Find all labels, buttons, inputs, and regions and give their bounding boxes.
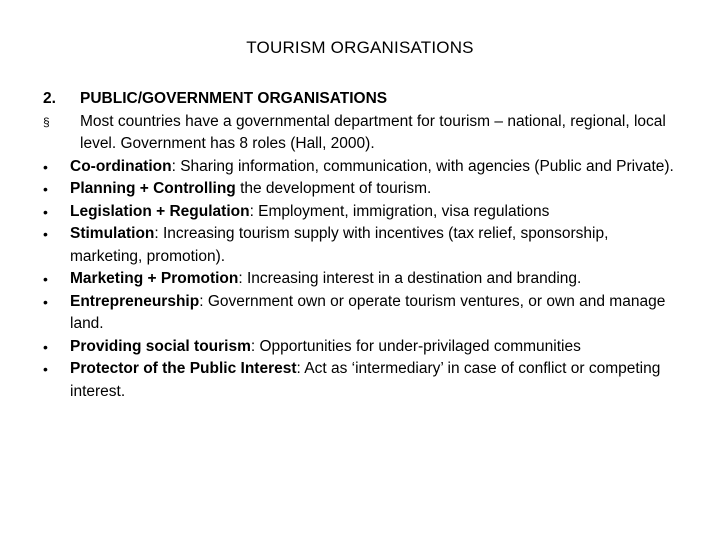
list-item-text — [70, 178, 683, 201]
slide-body — [43, 88, 683, 403]
role-term: Planning + Controlling — [70, 180, 236, 197]
list-item-text — [70, 268, 683, 291]
intro-row — [43, 111, 683, 156]
role-term: Marketing + Promotion — [70, 270, 239, 287]
list-item-text — [70, 201, 683, 224]
list-item-text — [70, 291, 683, 336]
bullet-icon: • — [43, 361, 48, 377]
role-description: : Sharing information, communication, with agencies (Public and Private). — [171, 157, 674, 175]
role-term: Protector of the Public Interest — [70, 360, 297, 377]
list-item-co-ordination — [43, 156, 683, 179]
role-term: Providing social tourism — [70, 337, 251, 355]
list-item-public-interest — [43, 358, 683, 403]
role-description: : Increasing tourism supply with incentives (tax relief, sponsorship, marketing, promotion). — [70, 225, 609, 265]
intro-text: Most countries have a governmental department for tourism – national, regional, local level. Government has 8 roles (Hall, 2000). — [80, 112, 666, 152]
role-description: : Opportunities for under-privilaged communities — [250, 337, 581, 355]
bullet-icon: • — [43, 226, 48, 242]
bullet-icon: • — [43, 181, 48, 197]
bullet-icon: • — [43, 203, 48, 220]
role-term: Entrepreneurship — [70, 292, 200, 310]
role-term: Legislation + Regulation — [70, 202, 250, 220]
list-item-planning — [43, 178, 683, 201]
section-heading-row — [43, 88, 683, 111]
bullet-icon: • — [43, 338, 48, 355]
section-number: 2. — [43, 90, 56, 107]
bullet-icon: • — [43, 293, 48, 310]
bullet-icon: • — [43, 271, 48, 287]
list-item-entrepreneurship — [43, 291, 683, 336]
list-item-text — [70, 156, 683, 179]
role-description: : Employment, immigration, visa regulations — [249, 202, 550, 220]
role-term: Co-ordination — [70, 157, 172, 175]
section-heading: PUBLIC/GOVERNMENT ORGANISATIONS — [80, 90, 388, 107]
role-description: the development of tourism. — [235, 180, 432, 197]
role-term: Stimulation — [70, 225, 155, 242]
list-item-legislation — [43, 201, 683, 224]
list-item-marketing — [43, 268, 683, 291]
section-sign-icon: § — [43, 114, 50, 129]
slide-title: TOURISM ORGANISATIONS — [246, 38, 474, 57]
list-item-stimulation — [43, 223, 683, 268]
role-description: : Government own or operate tourism ventures, or own and manage land. — [70, 292, 666, 332]
bullet-icon: • — [43, 158, 48, 175]
list-item-text — [70, 336, 683, 359]
role-description: : Increasing interest in a destination and branding. — [238, 270, 582, 287]
list-item-text — [70, 223, 683, 268]
list-item-social-tourism — [43, 336, 683, 359]
role-description: : Act as ‘intermediary’ in case of conflict or competing interest. — [70, 360, 661, 400]
list-item-text — [70, 358, 683, 403]
